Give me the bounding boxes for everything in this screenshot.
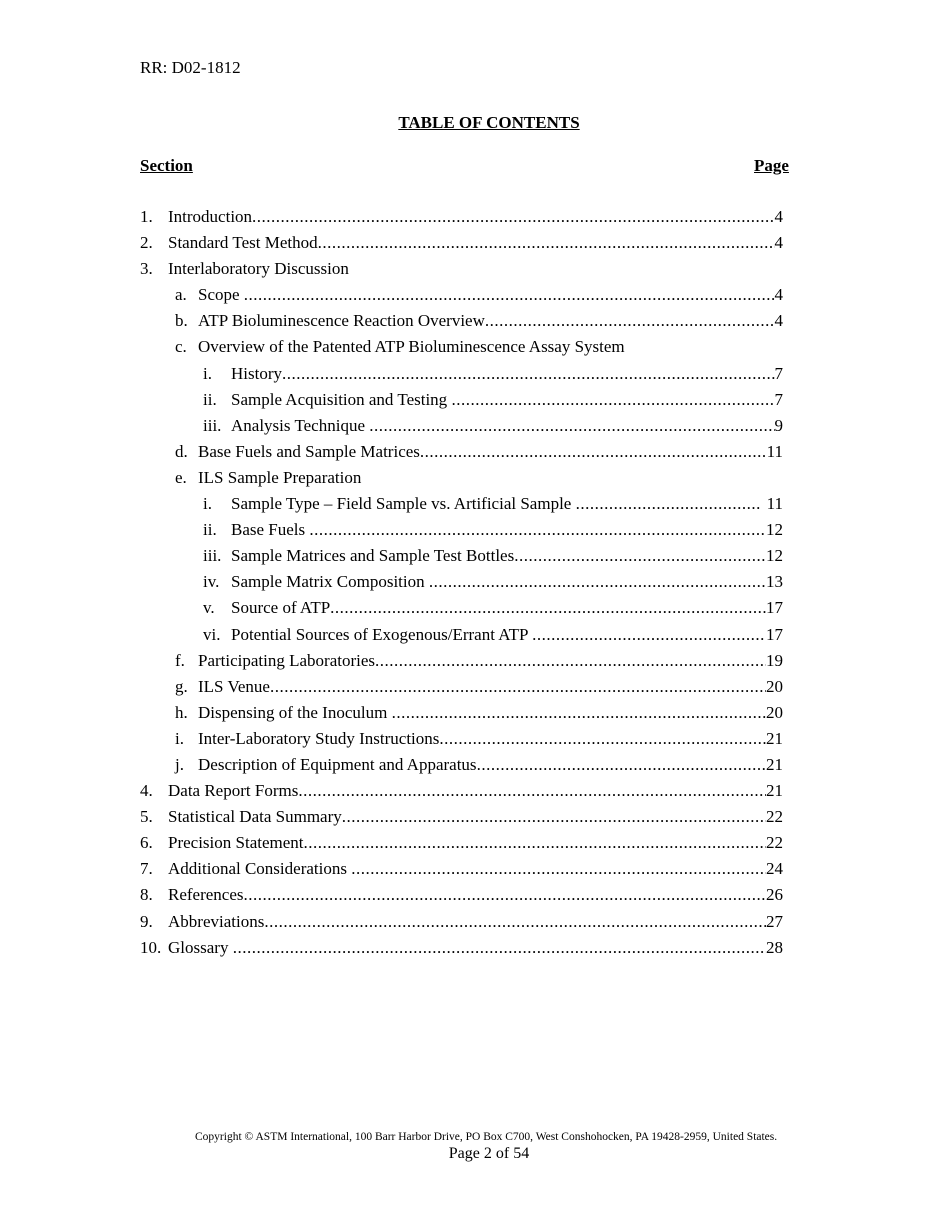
dot-leader	[429, 572, 766, 592]
toc-entry-number: i.	[203, 494, 212, 514]
toc-entry-label: Overview of the Patented ATP Bioluminescence Assay System	[198, 337, 625, 357]
toc-entry[interactable]	[140, 938, 783, 964]
toc-entry-number: ii.	[203, 520, 217, 540]
toc-entry-page: 27	[766, 911, 783, 931]
toc-entry-label: Additional Considerations	[168, 859, 352, 879]
toc-entry-number: e.	[175, 467, 187, 487]
toc-entry[interactable]	[140, 651, 783, 677]
toc-entry-page: 17	[766, 598, 783, 618]
toc-entry[interactable]	[140, 285, 783, 311]
toc-entry-label: Source of ATP	[231, 598, 331, 618]
toc-entry-page: 13	[766, 572, 783, 592]
toc-entry-number: iv.	[203, 572, 220, 592]
toc-entry[interactable]	[140, 468, 783, 494]
toc-entry-label: ATP Bioluminescence Reaction Overview	[198, 311, 485, 331]
toc-entry[interactable]	[140, 364, 783, 390]
toc-entry-label: Statistical Data Summary	[168, 807, 342, 827]
toc-entry-label: Standard Test Method	[168, 233, 318, 253]
toc-entry[interactable]	[140, 833, 783, 859]
dot-leader	[439, 729, 766, 749]
page-title: TABLE OF CONTENTS	[398, 113, 580, 132]
toc-entry-label: Data Report Forms	[168, 781, 299, 801]
toc-entry-label: Precision Statement	[168, 833, 304, 853]
dot-leader	[282, 364, 775, 384]
toc-entry[interactable]	[140, 390, 783, 416]
dot-leader	[514, 546, 766, 566]
toc-entry[interactable]	[140, 807, 783, 833]
dot-leader	[576, 494, 763, 514]
toc-entry-number: iii.	[203, 546, 222, 566]
toc-entry[interactable]	[140, 912, 783, 938]
toc-entry-page: 17	[766, 624, 783, 644]
toc-entry[interactable]	[140, 207, 783, 233]
dot-leader	[318, 233, 775, 253]
toc-entry-number: vi.	[203, 624, 221, 644]
toc-entry-label: Description of Equipment and Apparatus	[198, 754, 477, 774]
dot-leader	[420, 442, 767, 462]
dot-leader	[309, 520, 766, 540]
toc-entry-page: 4	[774, 233, 783, 253]
toc-entry-page: 21	[766, 728, 783, 748]
toc-entry-number: iii.	[203, 415, 222, 435]
document-reference: RR: D02-1812	[140, 58, 241, 77]
toc-entry-number: a.	[175, 285, 187, 305]
toc-entry[interactable]	[140, 546, 783, 572]
toc-entry-page: 7	[774, 363, 783, 383]
toc-entry[interactable]	[140, 625, 783, 651]
toc-entry-page: 4	[774, 207, 783, 226]
dot-leader	[451, 390, 774, 410]
toc-entry-label: Introduction	[168, 207, 253, 226]
toc-entry-label: ILS Venue	[198, 676, 270, 696]
toc-entry[interactable]	[140, 259, 783, 285]
toc-entry[interactable]	[140, 703, 783, 729]
toc-entry-number: d.	[175, 441, 188, 461]
toc-entry-label: Participating Laboratories	[198, 650, 376, 670]
toc-entry-label: Base Fuels	[231, 520, 310, 540]
dot-leader	[270, 677, 766, 697]
toc-entry-page: 11	[762, 494, 783, 514]
dot-leader	[369, 416, 774, 436]
toc-entry[interactable]	[140, 598, 783, 624]
toc-entry-page: 9	[774, 415, 783, 435]
toc-entry[interactable]	[140, 677, 783, 703]
toc-entry-page: 12	[766, 520, 783, 540]
toc-entry[interactable]	[140, 859, 783, 885]
toc-entry[interactable]	[140, 781, 783, 807]
dot-leader	[252, 207, 774, 227]
section-column-heading: Section	[140, 156, 193, 175]
toc-entry[interactable]	[140, 233, 783, 259]
toc-entry-label: Interlaboratory Discussion	[168, 259, 349, 279]
dot-leader	[351, 859, 766, 879]
toc-entry-label: Sample Matrix Composition	[231, 572, 429, 592]
toc-entry-label: Glossary	[168, 937, 233, 957]
dot-leader	[485, 311, 775, 331]
toc-entry-page: 26	[766, 885, 783, 905]
toc-entry[interactable]	[140, 729, 783, 755]
toc-entry-page: 28	[766, 937, 783, 957]
toc-entry[interactable]	[140, 416, 783, 442]
toc-entry-number: h.	[175, 702, 188, 722]
toc-entry-page: 21	[766, 754, 783, 774]
toc-entry-number: i.	[175, 728, 184, 748]
toc-entry-number: 9.	[140, 911, 153, 931]
toc-entry-page: 11	[766, 441, 783, 461]
dot-leader	[304, 833, 766, 853]
toc-entry-number: 3.	[140, 259, 153, 279]
toc-entry-page: 21	[766, 781, 783, 801]
toc-entry-number: g.	[175, 676, 188, 696]
toc-entry-label: ILS Sample Preparation	[198, 467, 362, 487]
toc-entry[interactable]	[140, 311, 783, 337]
toc-entry-label: Dispensing of the Inoculum	[198, 702, 392, 722]
dot-leader	[330, 598, 766, 618]
toc-entry-page: 20	[766, 676, 783, 696]
toc-entry-label: Sample Matrices and Sample Test Bottles	[231, 546, 515, 566]
dot-leader	[233, 938, 766, 958]
toc-entry[interactable]	[140, 755, 783, 781]
dot-leader	[298, 781, 766, 801]
toc-entry-number: ii.	[203, 389, 217, 409]
toc-entry-number: 10.	[140, 937, 162, 957]
toc-entry-number: 5.	[140, 807, 153, 827]
toc-entry-number: 7.	[140, 859, 153, 879]
toc-entry-label: Analysis Technique	[231, 415, 370, 435]
toc-entry-number: v.	[203, 598, 215, 618]
toc-entry-number: 1.	[140, 207, 153, 226]
toc-entry-number: c.	[175, 337, 187, 357]
toc-entry-page: 4	[774, 285, 783, 305]
toc-entry-number: i.	[203, 363, 212, 383]
toc-entry-page: 20	[766, 702, 783, 722]
dot-leader	[244, 285, 775, 305]
toc-entry-page: 19	[766, 650, 783, 670]
toc-entry-label: Base Fuels and Sample Matrices	[198, 441, 420, 461]
dot-leader	[477, 755, 766, 775]
toc-entry-page: 22	[766, 833, 783, 853]
copyright-notice: Copyright © ASTM International, 100 Barr Harbor Drive, PO Box C700, West Conshohocken, PA 19428-2959, United States.	[195, 1131, 778, 1143]
dot-leader	[244, 885, 766, 905]
toc-entry-label: Potential Sources of Exogenous/Errant ATP	[231, 624, 533, 644]
toc-entry-page: 12	[766, 546, 783, 566]
toc-entry[interactable]	[140, 337, 783, 363]
dot-leader	[532, 625, 766, 645]
toc-entry-label: Abbreviations	[168, 911, 265, 931]
dot-leader	[264, 912, 766, 932]
toc-entry-label: Scope	[198, 285, 244, 305]
toc-entry-number: 4.	[140, 781, 153, 801]
toc-entry-number: b.	[175, 311, 188, 331]
toc-entry-number: 6.	[140, 833, 153, 853]
toc-entry-page: 22	[766, 807, 783, 827]
toc-entry-page: 4	[774, 311, 783, 331]
toc-entry-label: History	[231, 363, 282, 383]
toc-entry[interactable]	[140, 494, 783, 520]
toc-entry-label: Inter-Laboratory Study Instructions	[198, 728, 440, 748]
toc-entry-page: 24	[766, 859, 783, 879]
toc-entry-number: f.	[175, 650, 185, 670]
dot-leader	[375, 651, 766, 671]
toc-entry[interactable]	[140, 572, 783, 598]
toc-entry-label: Sample Acquisition and Testing	[231, 389, 452, 409]
dot-leader	[392, 703, 766, 723]
dot-leader	[342, 807, 766, 827]
toc-entry[interactable]	[140, 885, 783, 911]
toc-entry-number: 8.	[140, 885, 153, 905]
page-number: Page 2 of 54	[448, 1145, 530, 1162]
toc-entry-label: Sample Type – Field Sample vs. Artificial Sample	[231, 494, 576, 514]
toc-entry-number: j.	[175, 754, 184, 774]
toc-entry-number: 2.	[140, 233, 153, 253]
page-column-heading: Page	[754, 156, 789, 175]
toc-entry[interactable]	[140, 520, 783, 546]
table-of-contents	[140, 207, 783, 964]
toc-entry-page: 7	[774, 389, 783, 409]
toc-entry-label: References	[168, 885, 244, 905]
toc-entry[interactable]	[140, 442, 783, 468]
